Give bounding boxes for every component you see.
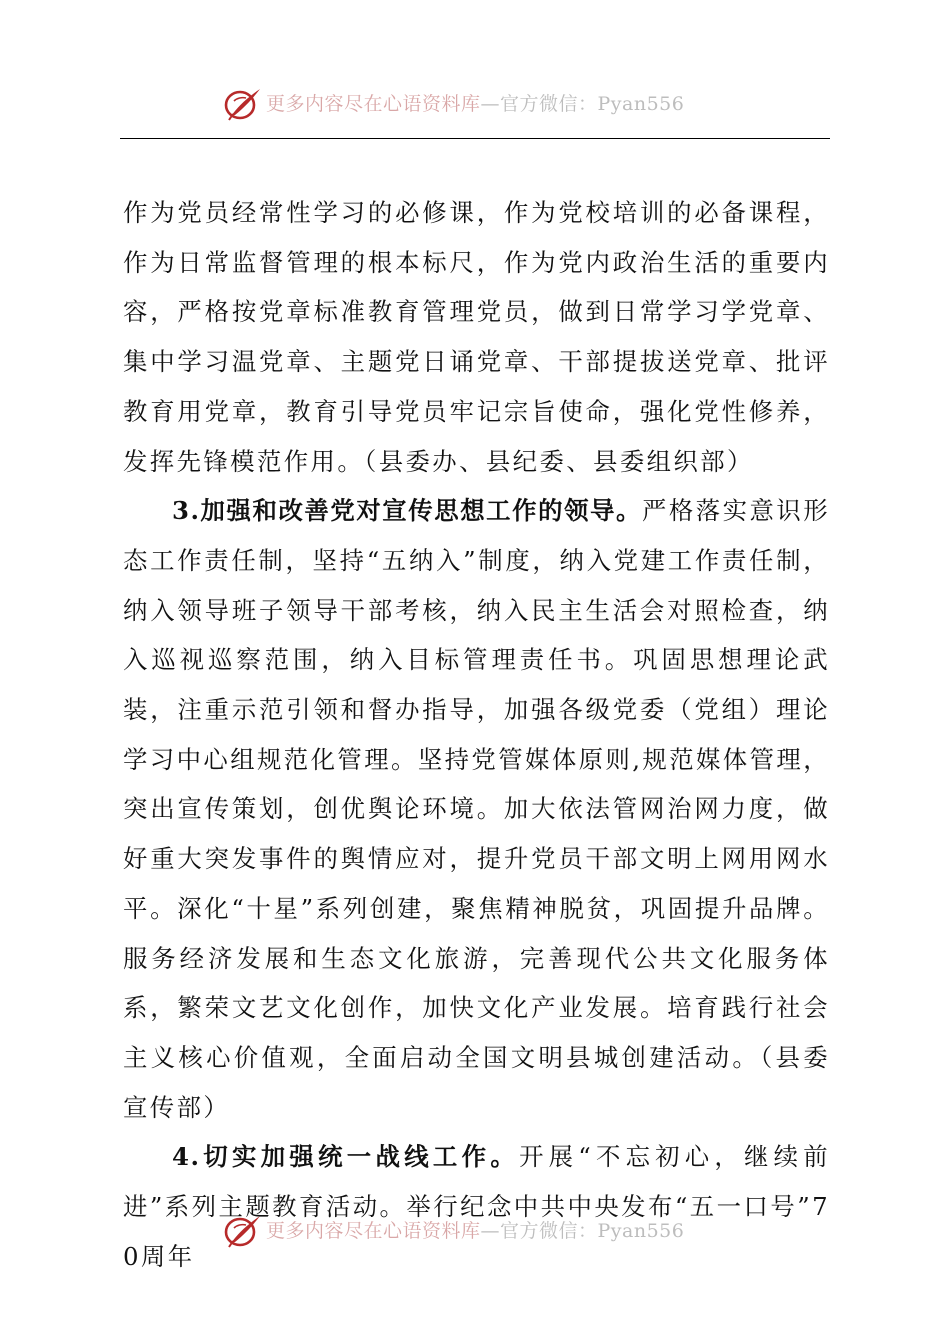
paragraph-3	[123, 1132, 830, 1281]
paragraph-1: 作为党员经常性学习的必修课，作为党校培训的必备课程，作为日常监督管理的根本标尺，作为党内政治生活的重要内容，严格按党章标准教育管理党员，做到日常学习学党章、集中学习温党章、主题党日诵党章、干部提拔送党章、批评教育用党章，教育引导党员牢记宗旨使命，强化党性修养，发挥先锋模范作用。（县委办、县纪委、县委组织部）	[123, 198, 830, 476]
header-banner	[0, 84, 950, 124]
header-contact: —官方微信：Pyan556	[480, 93, 685, 115]
header-brand: 更多内容尽在心语资料库	[266, 93, 481, 115]
header-text	[266, 89, 684, 116]
quill-pen-logo-icon	[223, 1213, 263, 1249]
footer-text	[266, 1216, 684, 1243]
header-rule	[120, 138, 830, 139]
footer-contact: —官方微信：Pyan556	[480, 1220, 685, 1242]
footer-banner	[0, 1211, 950, 1251]
paragraph-2	[123, 486, 830, 1132]
body-text	[123, 188, 830, 1281]
footer-brand: 更多内容尽在心语资料库	[266, 1220, 481, 1242]
quill-pen-logo-icon	[223, 86, 263, 122]
paragraph-3-heading: 4.切实加强统一战线工作。	[172, 1142, 520, 1172]
paragraph-3-text: 开展“不忘初心，继续前进”系列主题教育活动。举行纪念中共中央发布“五一口号”70周年	[123, 1142, 830, 1271]
paragraph-2-heading: 3.加强和改善党对宣传思想工作的领导。	[172, 496, 642, 526]
paragraph-2-text: 严格落实意识形态工作责任制，坚持“五纳入”制度，纳入党建工作责任制，纳入领导班子领导干部考核，纳入民主生活会对照检查，纳入巡视巡察范围，纳入目标管理责任书。巩固思想理论武装，注重示范引领和督办指导，加强各级党委（党组）理论学习中心组规范化管理。坚持党管媒体原则,规范媒体管理，突出宣传策划，创优舆论环境。加大依法管网治网力度，做好重大突发事件的舆情应对，提升党员干部文明上网用网水平。深化“十星”系列创建，聚焦精神脱贫，巩固提升品牌。服务经济发展和生态文化旅游，完善现代公共文化服务体系，繁荣文艺文化创作，加快文化产业发展。培育践行社会主义核心价值观，全面启动全国文明县城创建活动。（县委宣传部）	[123, 496, 830, 1122]
